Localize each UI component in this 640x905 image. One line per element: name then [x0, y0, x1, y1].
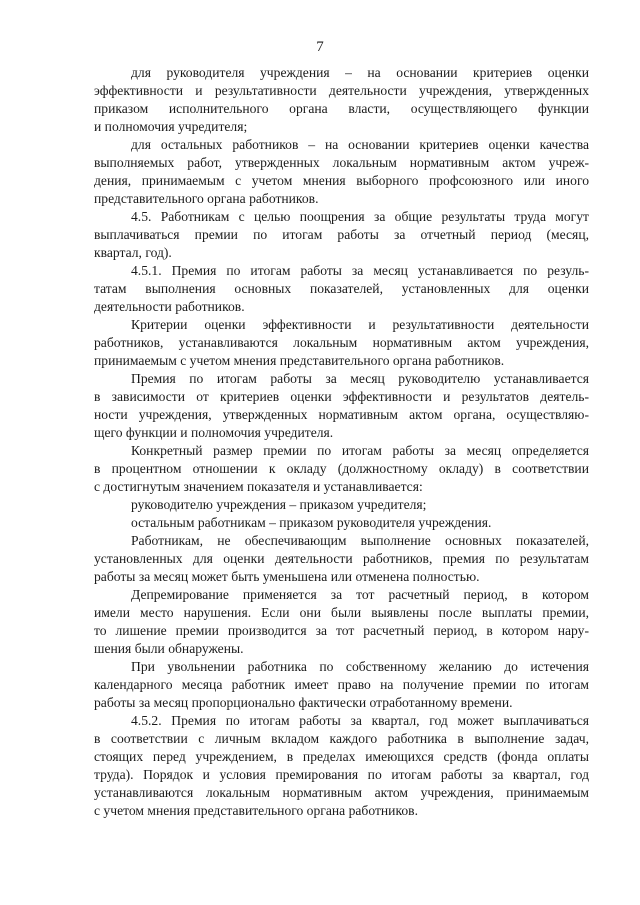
text-line: эффективности и результативности деятельности учреждения, утвержденных: [94, 83, 589, 98]
text-line: для остальных работников – на основании критериев оценки качества: [131, 137, 589, 152]
text-line: в соответствии с личным вкладом каждого работника в выполнение задач,: [94, 731, 589, 746]
text-line: Конкретный размер премии по итогам работы за месяц определяется: [131, 443, 589, 458]
text-line: деятельности работников.: [94, 299, 245, 314]
text-line: приказом исполнительного органа власти, осуществляющего функции: [94, 101, 589, 116]
text-line: в процентном отношении к окладу (должностному окладу) в соответствии: [94, 461, 589, 476]
text-line: с достигнутым значением показателя и устанавливается:: [94, 479, 423, 494]
text-line: 4.5. Работникам с целью поощрения за общие результаты труда могут: [131, 209, 589, 224]
text-line: для руководителя учреждения – на основании критериев оценки: [131, 65, 589, 80]
text-line: ности учреждения, утвержденных нормативным актом органа, осуществляю-: [94, 407, 589, 422]
text-line: то лишение премии производится за тот расчетный период, в котором нару-: [94, 623, 589, 638]
text-line: квартал, год).: [94, 245, 172, 260]
paragraph: [94, 136, 589, 208]
text-line: При увольнении работника по собственному желанию до истечения: [131, 659, 589, 674]
paragraph: [94, 64, 589, 136]
text-line: установленных для оценки деятельности работников, премия по результатам: [94, 551, 589, 566]
text-line: выплачиваться премии по итогам работы за отчетный период (месяц,: [94, 227, 589, 242]
paragraph: [94, 712, 589, 820]
text-line: 4.5.2. Премия по итогам работы за квартал, год может выплачиваться: [131, 713, 589, 728]
text-line: остальным работникам – приказом руководителя учреждения.: [131, 515, 492, 530]
text-line: 4.5.1. Премия по итогам работы за месяц устанавливается по резуль-: [131, 263, 589, 278]
paragraph: [94, 370, 589, 442]
text-line: дения, принимаемым с учетом мнения выборного профсоюзного или иного: [94, 173, 589, 188]
paragraph: [94, 586, 589, 658]
paragraph: [94, 316, 589, 370]
text-line: Премия по итогам работы за месяц руководителю устанавливается: [131, 371, 589, 386]
document-body: [94, 64, 589, 820]
text-line: в зависимости от критериев оценки эффективности и результатов деятель-: [94, 389, 589, 404]
text-line: Депремирование применяется за тот расчетный период, в котором: [131, 587, 589, 602]
text-line: руководителю учреждения – приказом учредителя;: [131, 497, 427, 512]
text-line: календарного месяца работник имеет право на получение премии по итогам: [94, 677, 589, 692]
paragraph: [94, 514, 589, 532]
text-line: Критерии оценки эффективности и результативности деятельности: [131, 317, 589, 332]
text-line: и полномочия учредителя;: [94, 119, 248, 134]
paragraph: [94, 442, 589, 496]
text-line: выполняемых работ, утвержденных локальным нормативным актом учреж-: [94, 155, 589, 170]
text-line: труда). Порядок и условия премирования по итогам работы за квартал, год: [94, 767, 589, 782]
text-line: татам выполнения основных показателей, установленных для оценки: [94, 281, 589, 296]
text-line: работы за месяц может быть уменьшена или отменена полностью.: [94, 569, 480, 584]
paragraph: [94, 532, 589, 586]
text-line: Работникам, не обеспечивающим выполнение основных показателей,: [131, 533, 589, 548]
text-line: принимаемым с учетом мнения представительного органа работников.: [94, 353, 505, 368]
text-line: с учетом мнения представительного органа работников.: [94, 803, 418, 818]
text-line: устанавливаются локальным нормативным актом учреждения, принимаемым: [94, 785, 589, 800]
paragraph: [94, 262, 589, 316]
text-line: работы за месяц пропорционально фактически отработанному времени.: [94, 695, 513, 710]
text-line: имели место нарушения. Если они были выявлены после выплаты премии,: [94, 605, 589, 620]
text-line: щего функции и полномочия учредителя.: [94, 425, 334, 440]
paragraph: [94, 496, 589, 514]
text-line: стоящих перед учреждением, в пределах имеющихся средств (фонда оплаты: [94, 749, 589, 764]
text-line: шения были обнаружены.: [94, 641, 244, 656]
page-number: 7: [316, 39, 324, 55]
text-line: работников, устанавливаются локальным нормативным актом учреждения,: [94, 335, 589, 350]
paragraph: [94, 658, 589, 712]
paragraph: [94, 208, 589, 262]
text-line: представительного органа работников.: [94, 191, 319, 206]
